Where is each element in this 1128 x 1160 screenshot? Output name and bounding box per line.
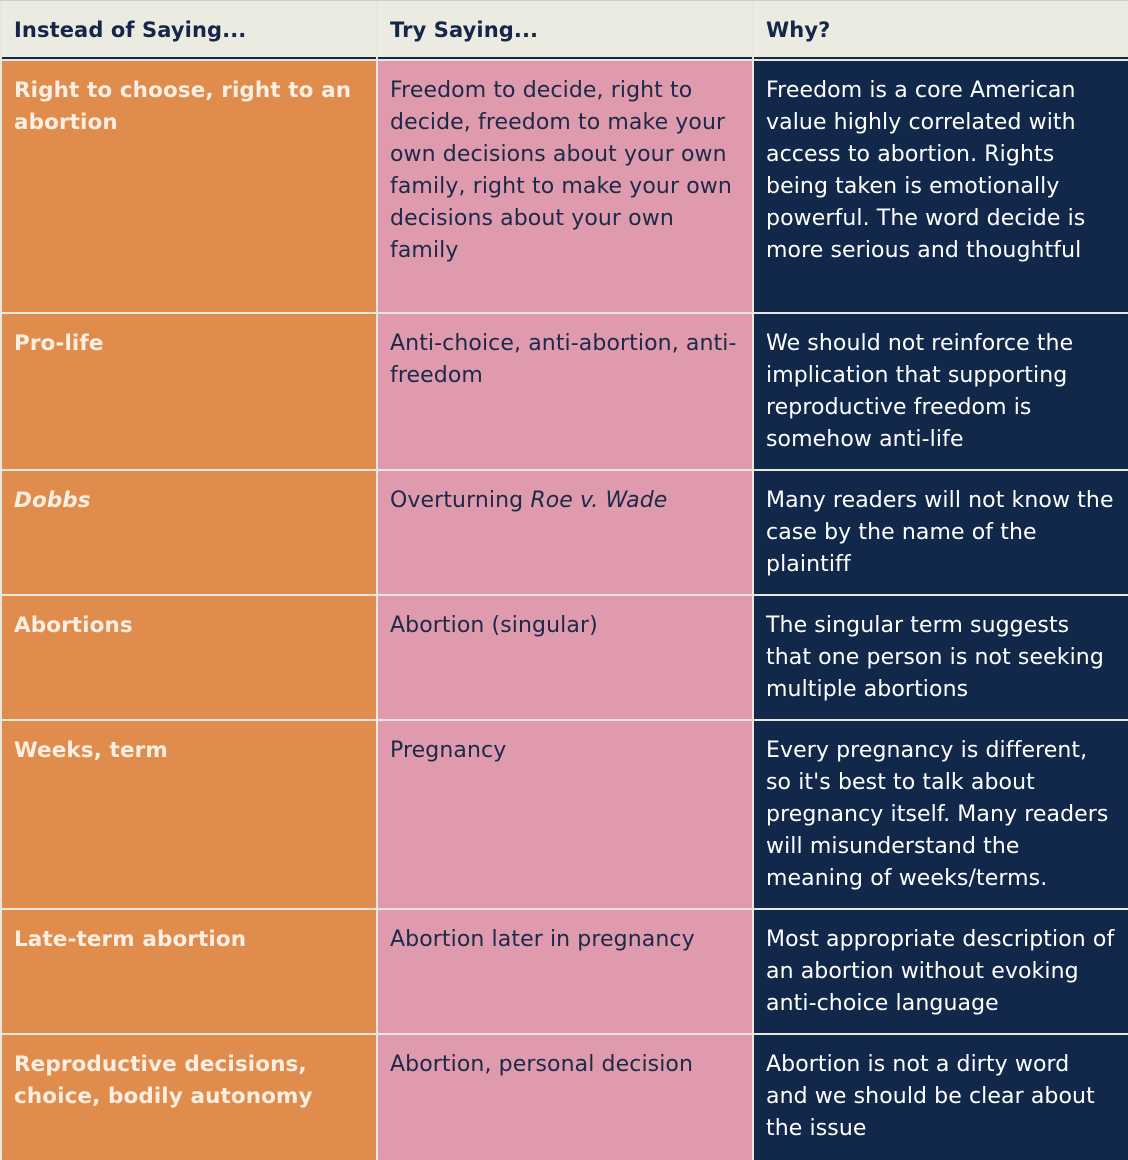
row-5-instead: Weeks, term [2, 721, 376, 908]
header-why: Why? [754, 1, 1128, 59]
row-3-try-prefix: Overturning [390, 488, 531, 513]
row-6-instead: Late-term abortion [2, 910, 376, 1033]
row-3-why: Many readers will not know the case by the name of the plaintiff [754, 471, 1128, 594]
row-7-try: Abortion, personal decision [378, 1035, 752, 1160]
row-7-why: Abortion is not a dirty word and we should be clear about the issue [754, 1035, 1128, 1160]
row-3-try [378, 471, 752, 594]
row-3-instead: Dobbs [2, 471, 376, 594]
row-4-instead: Abortions [2, 596, 376, 719]
row-1-instead: Right to choose, right to an abortion [2, 61, 376, 312]
row-4-why: The singular term suggests that one person is not seeking multiple abortions [754, 596, 1128, 719]
row-7-instead: Reproductive decisions, choice, bodily autonomy [2, 1035, 376, 1160]
header-try-saying: Try Saying... [378, 1, 752, 59]
header-instead-of-saying: Instead of Saying... [2, 1, 376, 59]
row-1-try: Freedom to decide, right to decide, freedom to make your own decisions about your own family, right to make your own decisions about your own family [378, 61, 752, 312]
row-2-instead: Pro-life [2, 314, 376, 469]
row-6-why: Most appropriate description of an abortion without evoking anti-choice language [754, 910, 1128, 1033]
row-5-why: Every pregnancy is different, so it's best to talk about pregnancy itself. Many readers will misunderstand the meaning of weeks/terms. [754, 721, 1128, 908]
row-2-try: Anti-choice, anti-abortion, anti-freedom [378, 314, 752, 469]
row-1-why: Freedom is a core American value highly correlated with access to abortion. Rights being taken is emotionally powerful. The word decide is more serious and thoughtful [754, 61, 1128, 312]
row-6-try: Abortion later in pregnancy [378, 910, 752, 1033]
row-2-why: We should not reinforce the implication that supporting reproductive freedom is somehow anti-life [754, 314, 1128, 469]
row-3-try-case-name: Roe v. Wade [530, 488, 668, 513]
row-5-try: Pregnancy [378, 721, 752, 908]
row-4-try: Abortion (singular) [378, 596, 752, 719]
